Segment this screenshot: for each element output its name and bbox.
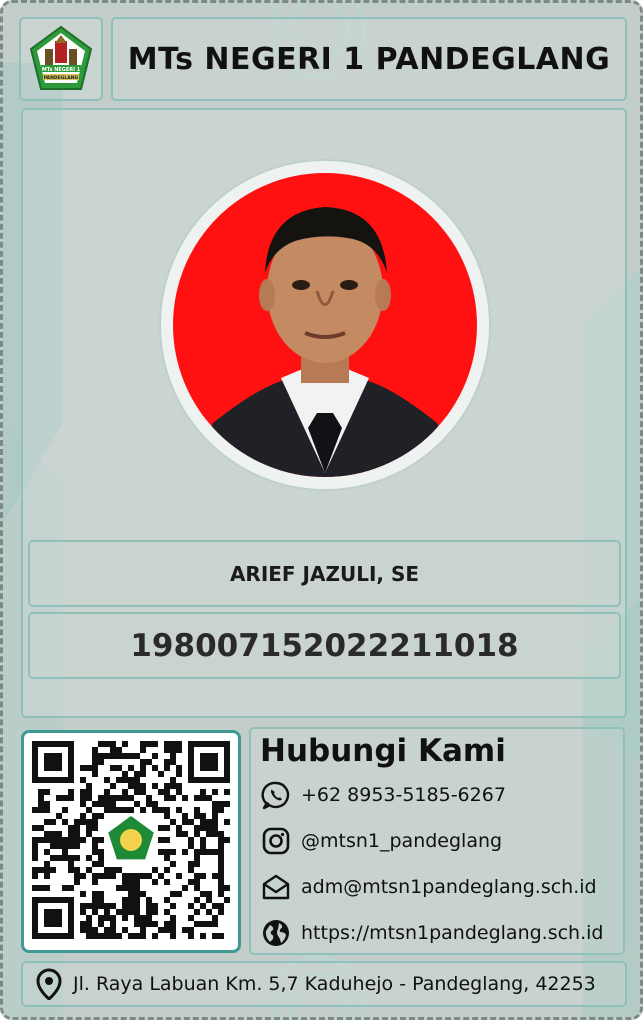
instagram-icon: [261, 826, 291, 856]
name-frame: [28, 540, 621, 607]
contact-website-text: https://mtsn1pandeglang.sch.id: [301, 922, 604, 944]
address-bar: [21, 961, 627, 1007]
person-name: ARIEF JAZULI, SE: [229, 561, 420, 586]
contact-title: Hubungi Kami: [260, 733, 506, 769]
whatsapp-icon: [261, 780, 291, 810]
qr-code[interactable]: [32, 741, 230, 941]
id-number: 198007152022211018: [130, 627, 519, 664]
address-text: Jl. Raya Labuan Km. 5,7 Kaduhejo - Pandeglang, 42253: [73, 973, 596, 995]
address-row: [35, 963, 596, 1005]
profile-photo-frame: [161, 161, 489, 489]
globe-icon: [261, 918, 291, 948]
email-icon: [261, 872, 291, 902]
header-title-frame: [111, 17, 627, 101]
contact-instagram[interactable]: [261, 825, 502, 857]
contact-email[interactable]: [261, 871, 597, 903]
contact-whatsapp-text: +62 8953-5185-6267: [301, 784, 506, 806]
contact-whatsapp[interactable]: [261, 779, 506, 811]
contact-email-text: adm@mtsn1pandeglang.sch.id: [301, 876, 597, 898]
qr-code-frame: [21, 730, 241, 953]
logo-frame: [19, 17, 103, 101]
contact-website[interactable]: [261, 917, 603, 949]
school-name: MTs NEGERI 1 PANDEGLANG: [127, 41, 611, 77]
profile-photo: [173, 173, 477, 477]
school-emblem-icon: [21, 19, 101, 99]
contact-panel: [249, 727, 625, 955]
logo-text-bottom: PANDEGLANG: [43, 76, 79, 81]
contact-instagram-text: @mtsn1_pandeglang: [301, 830, 503, 852]
logo-text-top: MTs NEGERI 1: [41, 67, 81, 73]
id-number-frame: [28, 612, 621, 679]
location-pin-icon: [35, 968, 63, 1000]
